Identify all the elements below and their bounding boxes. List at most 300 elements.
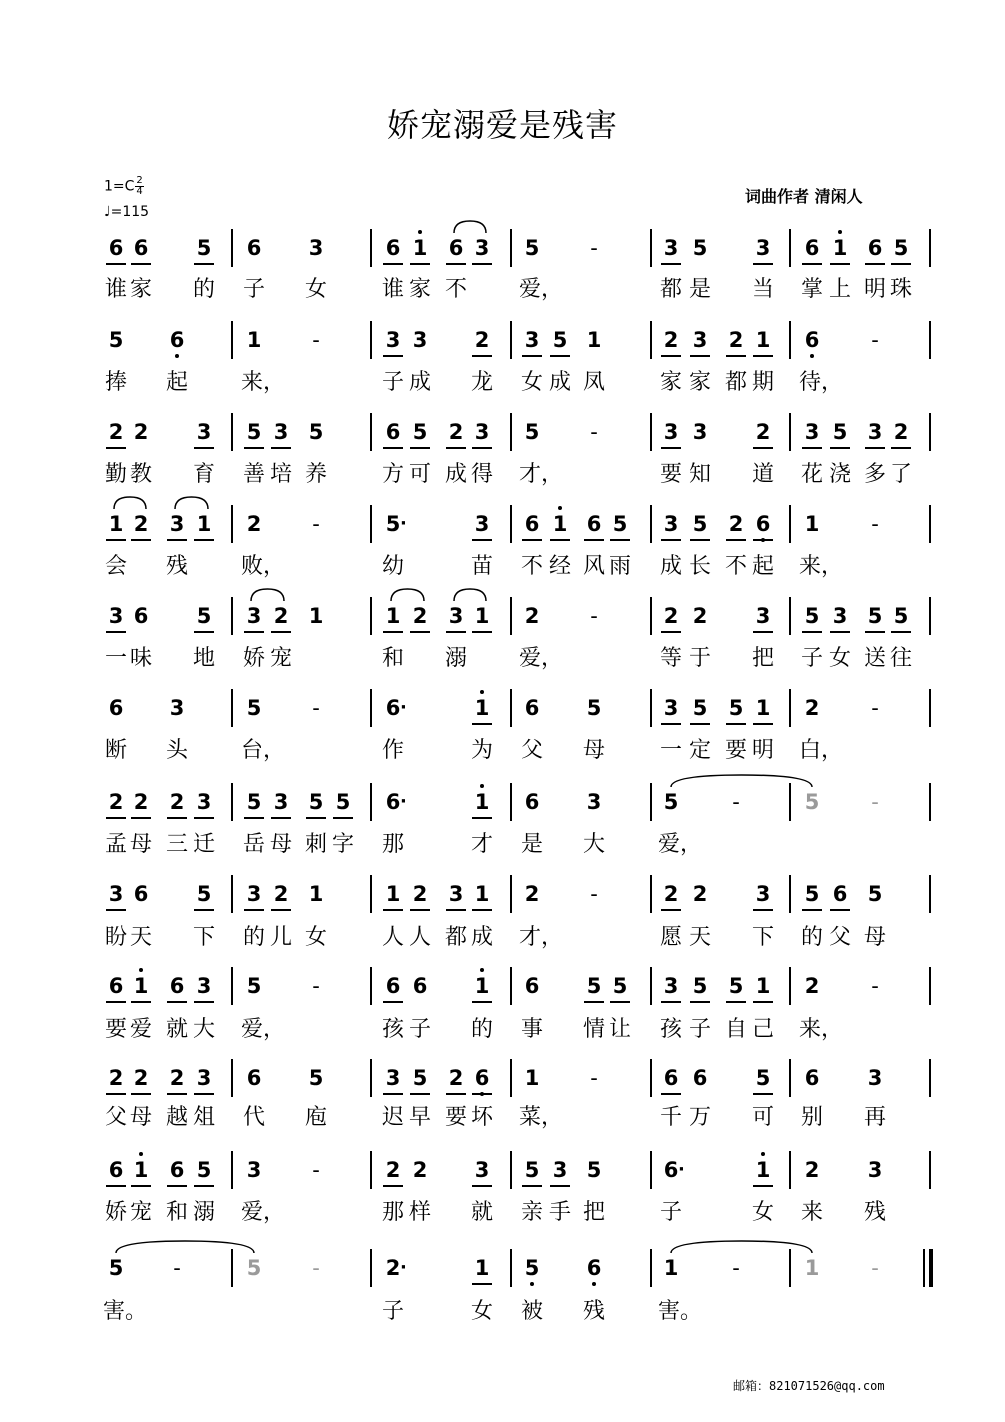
lyric-syllable: 母 — [582, 738, 605, 763]
note: 5 — [524, 236, 540, 260]
lyric-syllable: 娇 — [242, 646, 265, 671]
barline — [650, 321, 652, 359]
lyric-syllable: 就 — [470, 1200, 493, 1225]
lyric-syllable: 明 — [863, 277, 886, 302]
lyric-syllable: 家 — [688, 370, 711, 395]
eighth-underline — [410, 909, 430, 911]
eighth-underline — [472, 909, 492, 911]
lyric-syllable: 人 — [381, 925, 404, 950]
lyric-syllable: 情 — [582, 1017, 605, 1042]
barline — [231, 1059, 233, 1097]
lyric-syllable: 女 — [304, 277, 327, 302]
augmentation-dot: · — [400, 1257, 407, 1278]
octave-high-dot — [558, 506, 562, 510]
sustain-dash: - — [732, 790, 740, 814]
email-footer: 邮箱：821071526@qq.com — [733, 1379, 885, 1393]
sustain-dash: - — [871, 328, 879, 352]
note: 6 — [108, 236, 124, 260]
lyric-syllable: 子 — [659, 1200, 682, 1225]
lyric-syllable: 爱 — [129, 1017, 152, 1042]
eighth-underline — [690, 723, 710, 725]
slur — [669, 773, 814, 789]
lyric-syllable: 爱， — [241, 1017, 286, 1042]
lyric-syllable: 爱， — [658, 832, 703, 857]
eighth-underline — [131, 1185, 151, 1187]
note: 5 — [867, 882, 883, 906]
lyric-syllable: 家 — [129, 277, 152, 302]
lyric-syllable: 盼 — [104, 925, 127, 950]
lyric-syllable: 子 — [242, 277, 265, 302]
eighth-underline — [865, 263, 885, 265]
octave-high-dot — [139, 968, 143, 972]
octave-low-dot — [530, 1282, 534, 1286]
lyric-syllable: 可 — [751, 1105, 774, 1130]
eighth-underline — [194, 1185, 214, 1187]
lyric-syllable: 的 — [470, 1017, 493, 1042]
note: 2 — [273, 604, 289, 628]
eighth-underline — [584, 539, 604, 541]
lyric-syllable: 越 — [165, 1105, 188, 1130]
note: 6 · — [385, 696, 407, 720]
note: 2 — [804, 1158, 820, 1182]
octave-high-dot — [480, 784, 484, 788]
note: 3 — [108, 604, 124, 628]
lyric-syllable: 女 — [751, 1200, 774, 1225]
lyric-syllable: 把 — [751, 646, 774, 671]
lyric-syllable: 珠 — [889, 277, 912, 302]
lyric-syllable: 待， — [799, 370, 844, 395]
note: 5 — [246, 696, 262, 720]
slur — [452, 587, 488, 603]
eighth-underline — [522, 539, 542, 541]
eighth-underline — [383, 355, 403, 357]
note: 3 — [108, 882, 124, 906]
note: 3 — [663, 974, 679, 998]
note: 2 — [133, 512, 149, 536]
barline — [231, 321, 233, 359]
barline — [370, 505, 372, 543]
barline — [510, 229, 512, 267]
sustain-dash: - — [732, 1256, 740, 1280]
eighth-underline — [271, 909, 291, 911]
note: 1 — [126, 1157, 156, 1183]
barline — [510, 597, 512, 635]
eighth-underline — [106, 909, 126, 911]
note: 5 — [692, 974, 708, 998]
note: 1 — [755, 328, 771, 352]
lyric-syllable: 了 — [889, 462, 912, 487]
sustain-dash: - — [312, 974, 320, 998]
lyric-syllable: 迁 — [192, 832, 215, 857]
lyric-syllable: 把 — [582, 1200, 605, 1225]
note: 2 — [169, 790, 185, 814]
barline — [510, 967, 512, 1005]
eighth-underline — [410, 631, 430, 633]
lyric-syllable: 期 — [751, 370, 774, 395]
note: 6 — [385, 236, 401, 260]
eighth-underline — [194, 539, 214, 541]
note: 1 — [825, 235, 855, 261]
eighth-underline — [661, 263, 681, 265]
note: 1 — [308, 604, 324, 628]
quarter-note-icon: ♩ — [104, 204, 111, 220]
note: 5 — [524, 1158, 540, 1182]
eighth-underline — [802, 909, 822, 911]
eighth-underline — [194, 817, 214, 819]
lyric-syllable: 残 — [165, 554, 188, 579]
lyric-syllable: 会 — [104, 554, 127, 579]
lyric-syllable: 的 — [192, 277, 215, 302]
eighth-underline — [550, 539, 570, 541]
note: 1 — [308, 882, 324, 906]
octave-high-dot — [480, 690, 484, 694]
note: 2 — [663, 604, 679, 628]
eighth-underline — [472, 631, 492, 633]
lyric-syllable: 要 — [659, 462, 682, 487]
lyric-syllable: 字 — [331, 832, 354, 857]
lyric-syllable: 方 — [381, 462, 404, 487]
note: 1 — [474, 604, 490, 628]
note: 3 — [692, 328, 708, 352]
eighth-underline — [661, 1001, 681, 1003]
note: 1 — [467, 789, 497, 815]
lyric-syllable: 败， — [241, 554, 286, 579]
lyric-syllable: 父 — [520, 738, 543, 763]
barline — [370, 321, 372, 359]
lyric-syllable: 送 — [863, 646, 886, 671]
eighth-underline — [167, 539, 187, 541]
barline — [789, 1151, 791, 1189]
eighth-underline — [333, 817, 353, 819]
barline — [789, 1059, 791, 1097]
lyric-syllable: 往 — [889, 646, 912, 671]
eighth-underline — [446, 263, 466, 265]
eighth-underline — [661, 909, 681, 911]
lyric-syllable: 孩 — [659, 1017, 682, 1042]
barline — [650, 229, 652, 267]
lyric-syllable: 三 — [165, 832, 188, 857]
note: 5 — [692, 512, 708, 536]
lyric-syllable: 女 — [520, 370, 543, 395]
lyric-syllable: 不 — [444, 277, 467, 302]
eighth-underline — [830, 909, 850, 911]
eighth-underline — [726, 355, 746, 357]
slur — [669, 1239, 814, 1255]
lyric-syllable: 下 — [751, 925, 774, 950]
note: 2 — [412, 882, 428, 906]
lyric-syllable: 宠 — [129, 1200, 152, 1225]
lyric-syllable: 爱， — [241, 1200, 286, 1225]
eighth-underline — [472, 1185, 492, 1187]
lyric-syllable: 让 — [608, 1017, 631, 1042]
note: 6 — [133, 604, 149, 628]
lyric-syllable: 成 — [470, 925, 493, 950]
eighth-underline — [383, 1001, 403, 1003]
octave-low-dot — [810, 354, 814, 358]
eighth-underline — [383, 1093, 403, 1095]
note: 2 — [412, 604, 428, 628]
lyric-syllable: 刺 — [304, 832, 327, 857]
lyric-syllable: 千 — [659, 1105, 682, 1130]
augmentation-dot: · — [678, 1159, 685, 1180]
eighth-underline — [753, 263, 773, 265]
note: 1 — [467, 695, 497, 721]
time-signature: $\frac{2}{4}$ — [136, 175, 143, 197]
lyric-syllable: 成 — [444, 462, 467, 487]
note: 5 — [692, 236, 708, 260]
lyric-syllable: 都 — [659, 277, 682, 302]
lyric-syllable: 母 — [129, 1105, 152, 1130]
barline — [929, 1151, 931, 1189]
note: 2 — [133, 790, 149, 814]
lyric-syllable: 天 — [688, 925, 711, 950]
lyric-syllable: 子 — [800, 646, 823, 671]
barline — [370, 875, 372, 913]
note: 1 — [663, 1256, 679, 1280]
eighth-underline — [661, 355, 681, 357]
note: 3 — [867, 420, 883, 444]
note: 6 — [385, 420, 401, 444]
note: 5 — [196, 236, 212, 260]
lyric-syllable: 的 — [800, 925, 823, 950]
lyric-syllable: 来， — [799, 554, 844, 579]
note: 2 · — [385, 1256, 407, 1280]
lyric-syllable: 才 — [470, 832, 493, 857]
note: 3 — [832, 604, 848, 628]
lyric-syllable: 女 — [828, 646, 851, 671]
eighth-underline — [167, 1001, 187, 1003]
eighth-underline — [106, 263, 126, 265]
eighth-underline — [106, 539, 126, 541]
note: 6 — [108, 974, 124, 998]
lyric-syllable: 父 — [104, 1105, 127, 1130]
barline — [370, 689, 372, 727]
lyric-syllable: 可 — [408, 462, 431, 487]
note: 3 — [867, 1066, 883, 1090]
note: 5 — [108, 1256, 124, 1280]
note: 1 — [196, 512, 212, 536]
slur — [173, 495, 210, 511]
note: 6 — [867, 236, 883, 260]
lyric-syllable: 就 — [165, 1017, 188, 1042]
note: 2 — [448, 420, 464, 444]
lyric-syllable: 掌 — [800, 277, 823, 302]
lyric-syllable: 经 — [548, 554, 571, 579]
barline — [789, 597, 791, 635]
tempo-marking: ♩=115 — [104, 204, 150, 220]
lyric-syllable: 是 — [688, 277, 711, 302]
note: 5 — [196, 882, 212, 906]
note: 1 — [474, 1256, 490, 1280]
lyric-syllable: 那 — [381, 832, 404, 857]
note: 3 — [867, 1158, 883, 1182]
eighth-underline — [106, 447, 126, 449]
barline — [929, 413, 931, 451]
key-label: 1=C — [104, 178, 135, 195]
barline — [650, 505, 652, 543]
barline — [789, 689, 791, 727]
note: 3 — [663, 512, 679, 536]
lyric-syllable: 和 — [165, 1200, 188, 1225]
note: 1 — [246, 328, 262, 352]
note: 6 — [108, 696, 124, 720]
barline — [370, 967, 372, 1005]
lyric-syllable: 谁 — [104, 277, 127, 302]
lyric-syllable: 手 — [548, 1200, 571, 1225]
lyric-syllable: 子 — [381, 370, 404, 395]
note: 6 — [246, 236, 262, 260]
augmentation-dot: · — [400, 791, 407, 812]
lyric-syllable: 白， — [799, 738, 844, 763]
note: 1 — [804, 1256, 820, 1280]
note: 3 — [308, 236, 324, 260]
lyric-syllable: 溺 — [192, 1200, 215, 1225]
lyric-syllable: 成 — [408, 370, 431, 395]
eighth-underline — [472, 817, 492, 819]
note: 2 — [728, 512, 744, 536]
eighth-underline — [661, 1093, 681, 1095]
eighth-underline — [106, 817, 126, 819]
note: 6 — [748, 511, 778, 537]
barline — [231, 967, 233, 1005]
lyric-syllable: 女 — [470, 1299, 493, 1324]
eighth-underline — [383, 263, 403, 265]
barline — [510, 689, 512, 727]
note: 1 — [126, 973, 156, 999]
note: 6 — [579, 1255, 609, 1281]
eighth-underline — [753, 539, 773, 541]
sustain-dash: - — [173, 1256, 181, 1280]
lyric-syllable: 亲 — [520, 1200, 543, 1225]
lyric-syllable: 勤 — [104, 462, 127, 487]
eighth-underline — [106, 1185, 126, 1187]
eighth-underline — [472, 447, 492, 449]
lyric-syllable: 得 — [470, 462, 493, 487]
barline — [510, 1249, 512, 1287]
slur — [114, 1239, 256, 1255]
lyric-syllable: 起 — [165, 370, 188, 395]
eighth-underline — [383, 631, 403, 633]
eighth-underline — [610, 539, 630, 541]
sustain-dash: - — [312, 512, 320, 536]
note: 5 — [804, 604, 820, 628]
sustain-dash: - — [590, 604, 598, 628]
note: 6 — [524, 790, 540, 814]
lyric-syllable: 不 — [520, 554, 543, 579]
barline — [231, 689, 233, 727]
eighth-underline — [383, 447, 403, 449]
eighth-underline — [383, 909, 403, 911]
eighth-underline — [271, 447, 291, 449]
note: 5 — [586, 1158, 602, 1182]
eighth-underline — [472, 1093, 492, 1095]
note: 5 — [804, 790, 820, 814]
note: 1 — [385, 882, 401, 906]
barline — [929, 229, 931, 267]
octave-high-dot — [139, 1152, 143, 1156]
octave-low-dot — [592, 1282, 596, 1286]
lyric-syllable: 人 — [408, 925, 431, 950]
note: 5 — [412, 420, 428, 444]
lyric-syllable: 家 — [659, 370, 682, 395]
lyric-syllable: 害。 — [658, 1299, 703, 1324]
barline — [231, 875, 233, 913]
lyric-syllable: 苗 — [470, 554, 493, 579]
note: 5 — [893, 604, 909, 628]
note: 2 — [385, 1158, 401, 1182]
note: 5 — [804, 882, 820, 906]
eighth-underline — [830, 447, 850, 449]
lyric-syllable: 母 — [129, 832, 152, 857]
barline — [929, 875, 931, 913]
note: 3 — [524, 328, 540, 352]
octave-high-dot — [761, 1152, 765, 1156]
note: 5 · — [385, 512, 407, 536]
lyric-syllable: 要 — [104, 1017, 127, 1042]
lyric-syllable: 早 — [408, 1105, 431, 1130]
barline — [650, 1249, 652, 1287]
note: 3 — [246, 882, 262, 906]
lyric-syllable: 那 — [381, 1200, 404, 1225]
lyric-syllable: 成 — [659, 554, 682, 579]
eighth-underline — [472, 723, 492, 725]
final-barline — [929, 1249, 933, 1287]
sustain-dash: - — [590, 882, 598, 906]
lyric-syllable: 被 — [520, 1299, 543, 1324]
lyric-syllable: 道 — [751, 462, 774, 487]
note: 1 — [108, 512, 124, 536]
lyric-syllable: 残 — [582, 1299, 605, 1324]
eighth-underline — [865, 447, 885, 449]
note: 3 — [663, 236, 679, 260]
note: 6 — [133, 882, 149, 906]
note: 1 — [524, 1066, 540, 1090]
slur — [389, 587, 426, 603]
eighth-underline — [472, 1001, 492, 1003]
eighth-underline — [753, 1185, 773, 1187]
slur — [112, 495, 148, 511]
slur — [249, 587, 286, 603]
sustain-dash: - — [312, 1256, 320, 1280]
eighth-underline — [244, 631, 264, 633]
barline — [929, 597, 931, 635]
note: 2 — [169, 1066, 185, 1090]
note: 3 — [273, 790, 289, 814]
lyric-syllable: 母 — [863, 925, 886, 950]
lyric-syllable: 雨 — [608, 554, 631, 579]
lyric-syllable: 父 — [828, 925, 851, 950]
note: 2 — [524, 604, 540, 628]
note: 3 — [474, 1158, 490, 1182]
note: 5 — [612, 974, 628, 998]
lyric-syllable: 花 — [800, 462, 823, 487]
barline — [929, 1059, 931, 1097]
note: 2 — [728, 328, 744, 352]
note: 6 — [385, 974, 401, 998]
note: 3 — [246, 604, 262, 628]
lyric-syllable: 万 — [688, 1105, 711, 1130]
barline — [789, 321, 791, 359]
note: 3 — [474, 512, 490, 536]
note: 6 — [162, 327, 192, 353]
lyric-syllable: 菜， — [519, 1105, 564, 1130]
note: 3 — [412, 328, 428, 352]
lyric-syllable: 要 — [444, 1105, 467, 1130]
barline — [370, 783, 372, 821]
note: 5 — [728, 696, 744, 720]
eighth-underline — [446, 1093, 466, 1095]
eighth-underline — [726, 723, 746, 725]
